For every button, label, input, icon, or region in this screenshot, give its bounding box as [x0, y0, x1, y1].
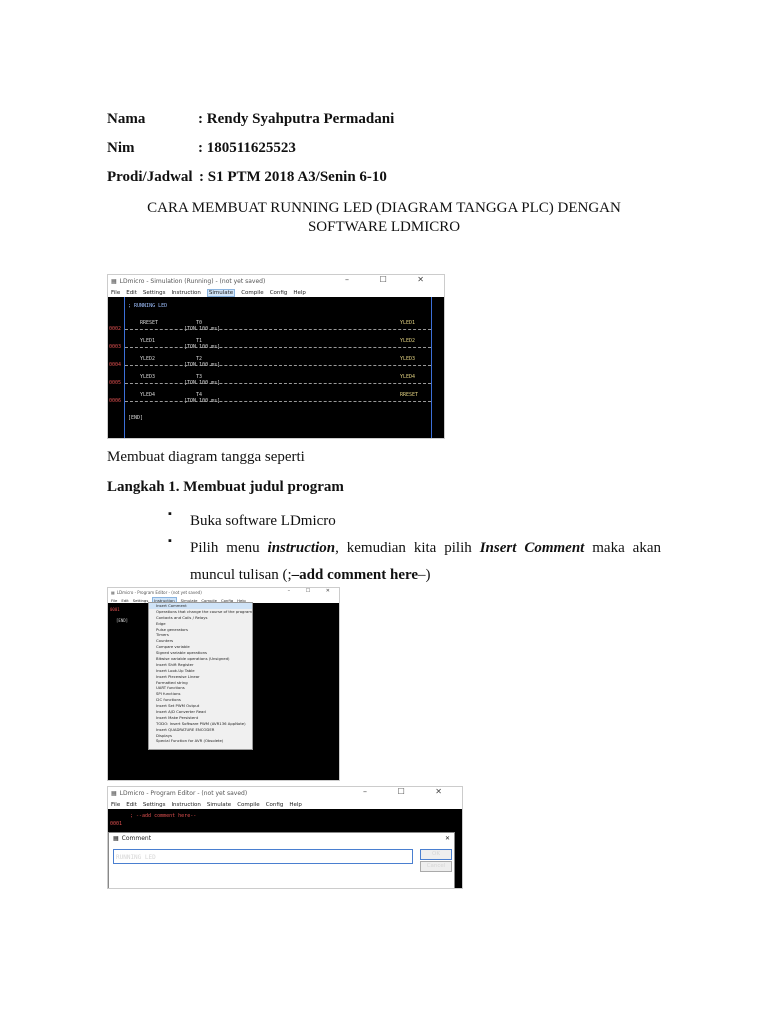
rung-timer-label: T0	[196, 320, 203, 326]
rung-timer-label: T2	[196, 356, 203, 362]
bullet-icon: ▪	[168, 535, 172, 547]
rung-number: 0005	[109, 380, 122, 386]
menu-file: File	[111, 801, 121, 808]
menu-settings: Settings	[142, 289, 166, 296]
menu-item: Counters	[156, 638, 174, 644]
editor-titlebar	[108, 588, 339, 597]
menu-compile: Compile	[241, 289, 264, 296]
nama-value: : Rendy Syahputra Permadani	[198, 111, 395, 127]
app-icon: ▦	[111, 278, 117, 285]
editor-ladder-area	[108, 809, 462, 888]
window-controls: – ☐ ✕	[345, 275, 438, 284]
rung-timer-value: [TON 100 ms]	[184, 344, 221, 350]
title-line-1: CARA MEMBUAT RUNNING LED (DIAGRAM TANGGA PLC) DENGAN	[147, 200, 621, 216]
menu-simulate: Simulate	[208, 289, 234, 296]
editor-menubar	[108, 800, 462, 809]
sim-titlebar	[108, 275, 444, 288]
menu-settings: Settings	[132, 597, 149, 603]
menu-item: Signed variable operations	[156, 650, 207, 656]
menu-file: File	[111, 597, 118, 603]
sim-ladder-area	[108, 297, 444, 438]
menu-item: Insert Shift Register	[156, 661, 194, 667]
prodi-label: Prodi/Jadwal	[107, 169, 193, 185]
menu-settings: Settings	[142, 801, 166, 808]
dialog-title: Comment	[121, 835, 152, 842]
menu-item-insert-comment: Insert Comment	[149, 603, 252, 609]
app-icon: ▦	[113, 835, 119, 842]
menu-item: TODO: Insert Software PWM (AVR136 AppNote)	[156, 720, 246, 726]
menu-item: Compare variable	[156, 644, 190, 650]
cancel-button[interactable]: Cancel	[420, 861, 452, 872]
prodi-value: : S1 PTM 2018 A3/Senin 6-10	[199, 169, 387, 185]
rung-coil-label: YLED4	[400, 374, 416, 380]
rung-contact-label: YLED4	[140, 392, 156, 398]
menu-item: Timers	[156, 632, 169, 638]
nim-label: Nim	[107, 140, 135, 156]
menu-instruction: Instruction	[154, 597, 175, 603]
instruction-dropdown	[148, 602, 253, 750]
bullet-item-2	[168, 535, 688, 589]
rung-number: 0001	[110, 607, 120, 612]
menu-instruction: Instruction	[171, 801, 201, 808]
editor-window-title: LDmicro - Program Editor - (not yet saved)	[116, 590, 202, 595]
menu-help: Help	[293, 289, 306, 296]
rung-contact-label: RRESET	[140, 320, 159, 326]
sim-menubar	[108, 288, 444, 297]
menu-item: Bitwise variable operations (Unsigned)	[156, 656, 230, 662]
dialog-titlebar	[109, 833, 454, 845]
comment-line: ; --add comment here--	[130, 813, 197, 819]
rung-number: 0006	[109, 398, 122, 404]
rung-wire	[125, 365, 431, 367]
rung-coil-label: YLED2	[400, 338, 416, 344]
menu-edit: Edit	[121, 597, 129, 603]
text-instruction: instruction	[267, 540, 336, 556]
nama-label: Nama	[107, 111, 146, 127]
right-rail	[431, 297, 432, 438]
rung-timer-value: [TON 100 ms]	[184, 380, 221, 386]
prodi-row	[107, 169, 507, 189]
menu-item: Displays	[156, 732, 172, 738]
menu-simulate: Simulate	[206, 801, 232, 808]
rung-timer-label: T3	[196, 374, 203, 380]
rung-wire	[125, 329, 431, 331]
menu-compile: Compile	[201, 597, 217, 603]
title-line-2: SOFTWARE LDMICRO	[307, 219, 461, 235]
rung-number: 0003	[109, 344, 122, 350]
rung-number: 0002	[109, 326, 122, 332]
nim-row	[107, 140, 507, 160]
menu-edit: Edit	[126, 801, 137, 808]
menu-item: Operations that change the course of the program	[156, 608, 252, 614]
menu-help: Help	[289, 801, 302, 808]
simulation-screenshot	[107, 274, 445, 439]
menu-item: Insert Piecewise Linear	[156, 673, 200, 679]
editor-titlebar	[108, 787, 462, 800]
rung-contact-label: YLED3	[140, 374, 156, 380]
menu-item: Insert QUADRATURE ENCODER	[156, 726, 215, 732]
menu-item: Edge	[156, 620, 166, 626]
menu-item: Pulse generators	[156, 626, 188, 632]
rung-timer-label: T4	[196, 392, 203, 398]
app-icon: ▦	[111, 590, 115, 595]
rung-wire	[125, 401, 431, 403]
menu-item: SPI functions	[156, 691, 181, 697]
menu-file: File	[111, 289, 121, 296]
bullet-item-1	[168, 508, 688, 535]
menu-item: Contacts and Coils / Relays	[156, 614, 208, 620]
rung-wire	[125, 383, 431, 385]
sim-window-title: LDmicro - Simulation (Running) - (not yet saved)	[119, 278, 266, 285]
menu-config: Config	[269, 289, 288, 296]
rung-timer-value: [TON 100 ms]	[184, 326, 221, 332]
menu-item: Insert Make Persistent	[156, 714, 199, 720]
rung-contact-label: YLED1	[140, 338, 156, 344]
menu-instruction: Instruction	[171, 289, 201, 296]
window-controls: – ☐ ✕	[363, 787, 456, 796]
figure-caption: Membuat diagram tangga seperti	[107, 449, 305, 465]
app-icon: ▦	[111, 790, 117, 797]
text-insert-comment: Insert Comment	[479, 540, 585, 556]
comment-dialog-screenshot	[107, 786, 463, 889]
menu-item: I2C functions	[156, 697, 181, 703]
left-rail	[124, 297, 125, 438]
text-part: Pilih menu	[190, 540, 268, 556]
rung-timer-value: [TON 100 ms]	[184, 398, 221, 404]
bullet-text: Buka software LDmicro	[190, 513, 336, 529]
nama-row	[107, 111, 507, 131]
instruction-menu-screenshot	[107, 587, 340, 781]
rung-timer-value: [TON 100 ms]	[184, 362, 221, 368]
menu-compile: Compile	[237, 801, 260, 808]
menu-item: Insert Set PWM Output	[156, 703, 200, 709]
sim-comment: ; RUNNING LED	[128, 303, 168, 309]
rung-coil-label: RRESET	[400, 392, 419, 398]
text-add-comment: –add comment here	[291, 567, 419, 583]
rung-contact-label: YLED2	[140, 356, 156, 362]
close-icon[interactable]: ✕	[444, 835, 450, 842]
bullet-icon: ▪	[168, 508, 172, 520]
rung-coil-label: YLED3	[400, 356, 416, 362]
rung-number: 0004	[109, 362, 122, 368]
nim-value: : 180511625523	[198, 140, 296, 156]
menu-item: Insert A/D Converter Read	[156, 709, 206, 715]
menu-item: Formatted string	[156, 679, 188, 685]
rung-timer-label: T1	[196, 338, 203, 344]
document-title	[107, 199, 661, 237]
rung-wire	[125, 347, 431, 349]
menu-item: UART functions	[156, 685, 185, 691]
menu-item: Insert Look-Up Table	[156, 667, 195, 673]
end-marker: [END]	[128, 415, 144, 421]
bullet-text	[190, 535, 661, 589]
editor-window-title: LDmicro - Program Editor - (not yet saved)	[119, 790, 248, 797]
step-1-heading: Langkah 1. Membuat judul program	[107, 479, 344, 495]
window-controls: – ☐ ✕	[287, 588, 337, 594]
text-part: –)	[418, 567, 431, 583]
menu-simulate: Simulate	[180, 597, 198, 603]
text-part: , kemudian kita pilih	[335, 540, 480, 556]
rung-number: 0001	[110, 821, 123, 827]
menu-config: Config	[265, 801, 284, 808]
comment-dialog	[108, 832, 455, 889]
menu-config: Config	[220, 597, 234, 603]
ok-button[interactable]: OK	[420, 849, 452, 860]
rung-coil-label: YLED1	[400, 320, 416, 326]
menu-help: Help	[237, 597, 246, 603]
menu-item: Special Function for AVR (Obsolete)	[156, 738, 224, 744]
menu-edit: Edit	[126, 289, 137, 296]
end-marker: [END]	[116, 618, 129, 623]
text-part: maka akan muncul tulisan (;	[190, 540, 661, 583]
comment-input[interactable]: RUNNING LED	[113, 849, 413, 864]
